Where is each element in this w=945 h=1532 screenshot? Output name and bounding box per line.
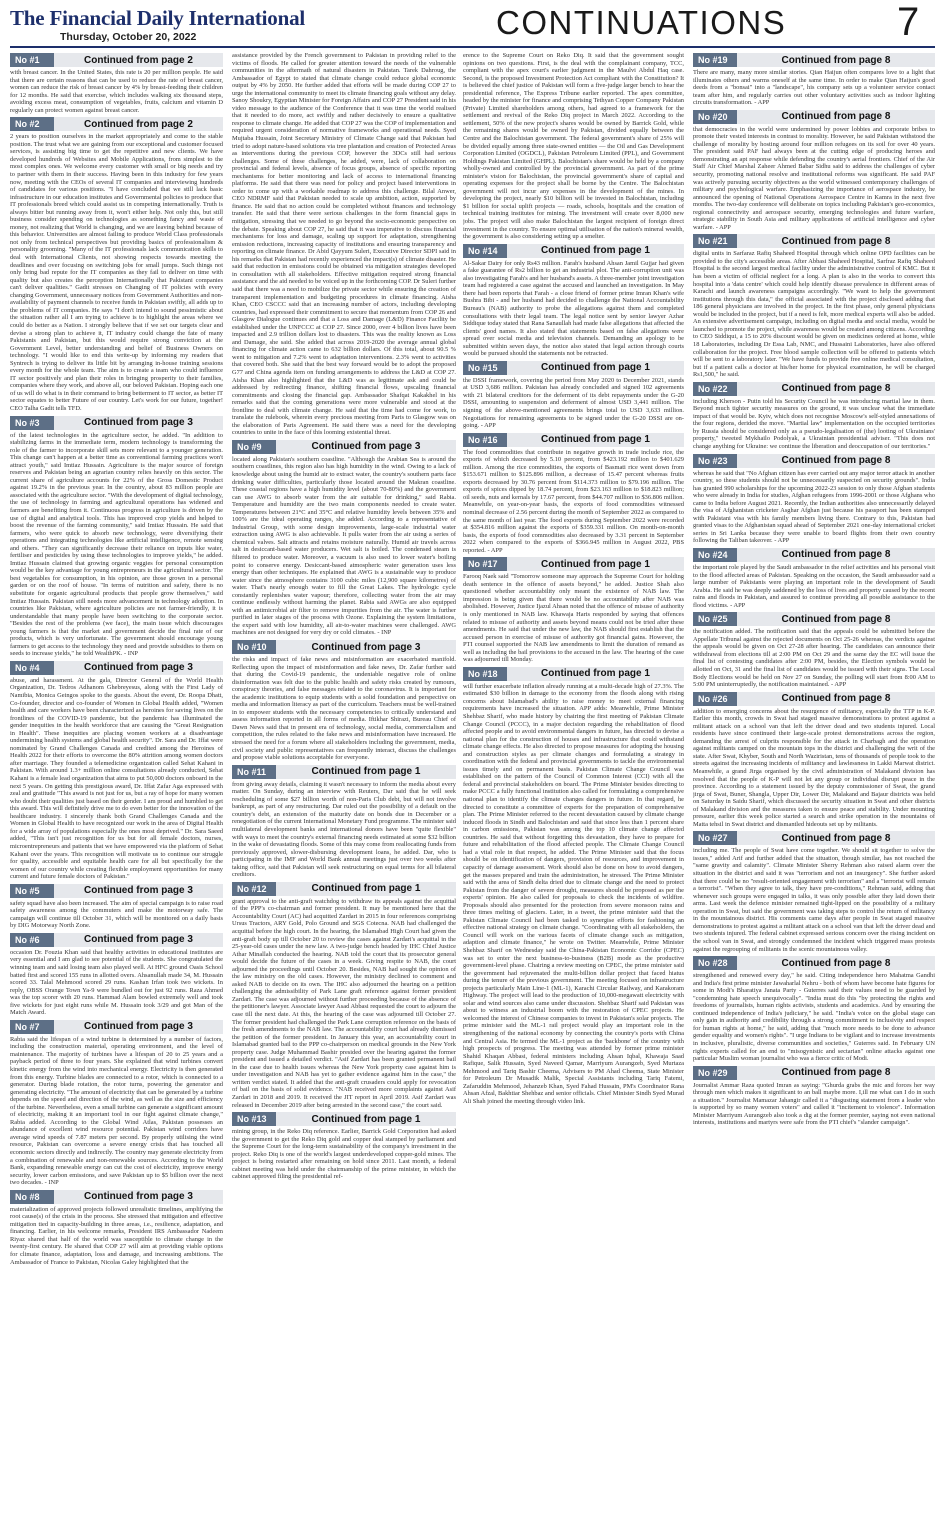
continued-from-label: Continued from page 8	[737, 956, 935, 970]
story-text: digital units in Sarfaraz Rafiq Shaheed Hospital through which online OPD facilities can be provided to the city's accessible areas. After Abbasi Shaheed Hospital, Sarfraz Rafiq Shaheed Hospital is the second largest medical facility under the administrative control of KMC. But it has been a victim of official neglect for a long. A plan is also in the works to convert this hospital into a 'data centre' which could help identify disease prevalence in different areas of Karachi and launch awareness campaigns accordingly. "We want to help the government institutions through this data," the official associated with the project disclosed adding that 186 general physicians are involved in the project. In the first phase, only general physicians would be included in the project, but if a need is felt, more medical experts will also be added. An extensive advertisement campaign, including on digital media and social media, would be launched to promote the project, while awareness would be created among citizens. According to CEO Siddiqui, a 15 to 20% discount would be given on medicines ordered at home, while 18 Laboratories, including Dr Essa Lab, NMC, and Hussaini Laboratories, have also offered collaboration for the project. Free blood sample collection will be offered to patients which will be sent to a laboratory later. "We have funds to provide free online medical consultation, but if a patient calls a doctor at his/her home for physical examination, he will be charged Rs1,500," he said.	[693, 250, 935, 379]
story-number: No #17	[463, 557, 507, 571]
story-header	[232, 1112, 456, 1126]
story-header	[10, 416, 223, 430]
story-header	[693, 53, 935, 67]
story-text: will further exacerbate inflation already running at a multi-decade high of 27.3%. The estimated $30 billion in damage to the economy from the floods along with rising concerns about Islamabad's ability to raise money to meet external financing requirements have increased the situation. APP adds: Meanwhile, Prime Minister Shehbaz Sharif, who made history by chairing the first meeting of Pakistan Climate Change Council (PCCC), in a major decision regarding the rehabilitation of flood affected people and to avoid environmental dangers in future, has directed to devise a national plan for the construction of houses and infrastructure that could withstand climate change effects. He also directed to propose measures for adopting the housing and construction styles as per climate changes and formulating a strategy in coordination with the federal and provincial governments to tackle the environmental issues timely and on permanent basis. Pakistan Climate Change Council was established on the pattern of the Council of Common Interest (CCI) with all the federal and provincial stakeholders on board. The Prime Minister besides directing to make PCCC a fully functional institution also called for formulating a comprehensive national plan to identify the climate changes dangers in future. In that regard, he directed to constitute a committee of experts for the preparation of comprehensive plan. The Prime Minister referred to the recent devastation caused by climate change induced floods in Sindh and Balochistan and said that since less than 1 percent share in carbon emissions, Pakistan was among the top 10 climate change affected countries. He said that without forgetting this devastation, they have to prepare for future and rehabilitation of the flood affected people. The Climate Change Council had a vital role in that respect, he added. The Prime Minister said that the focus should be on identification of dangers, provision of resources, and improvement in capacity of damage assessment. Work should also be done on how to avoid dangers, get the masses prepared and train the administration, he stressed. The Prime Minister said with the area of Sindh delta dried due to climate change and the need to protect Pakistan from the danger of severe drought, measures should be proposed as per the experts' opinion. He also called for proposals to check the incidents of wildfire. Proposals should also presented for the protection from severe monsoon rains and three times melting of glaciers. Later, in a tweet, the prime minister said that the Pakistan Climate Council had been tasked to synergise efforts for fashioning an effective national strategy on climate change. "Coordinating with all stakeholders, the Council will work on the various facets of climate change such as mitigation, adaption and climate finance," he wrote on Twitter. Meanwhile, Prime Minister Shehbaz Sharif on Wednesday said the China-Pakistan Economic Corridor (CPEC) was set to enter the next business-to-business (B2B) mode as the productive government-level phase. Chairing a review meeting on CPEC, the prime minister said the government had rejuvenated the multi-billion dollar project that faced hiatus during the tenure of the previous government. The meeting focused on infrastructure projects particularly Main Line-1 (ML-1), Karachi Circular Railway, and Karakoram Highway. The project will lead to the production of 10,000-megawatt electricity with solar and wind sources also came under discussion. Shehbaz Sharif said Pakistan was about to witness an industrial boom with the restoration of CPEC projects. He welcomed the interest of Chinese companies to invest in Pakistan's solar projects. The prime minister said the ML-1 rail project would play an important role in the strengthening of the national economy by connecting the country's ports with China and Central Asia. He termed the ML-1 project as the 'backbone' of the country with high prospects of progress. The meeting was attended by former prime minister Shahid Khaqan Abbasi, federal ministers including Ahsan Iqbal, Khawaja Saad Rafique, Salik Hussain, Syed Naveed Qamar, Marriyum Aurangzeb, Syed Murtaza Mehmood and Tariq Bashir Cheema, Advisers to PM Ahad Cheema, State Minister for Petroleum Dr Musadik Malik, Special Assistants including Tariq Fatemi, Zafaruddin Mehmood, Jehanzeb Khan, Syed Fahad Hussain, PM's Coordinator Rana Ahsan Afzal, Bakhtiar Shehbaz and senior officials. Chief Minister Sindh Syed Murad Ali Shah joined the meeting through video link.	[463, 682, 684, 1105]
continued-from-label: Continued from page 8	[737, 1066, 935, 1080]
column-1	[10, 52, 223, 1528]
story	[10, 117, 223, 412]
story	[10, 416, 223, 658]
story-number: No #13	[232, 1112, 276, 1126]
story-text: assistance provided by the French government to Pakistan in providing relief to the victims of floods. He called for greater attention toward the needs of the vulnerable communities in the aftermath of natural disasters in Pakistan. Tarek Dahroug, the Ambassador of Egypt to stated that climate change could reduce global economic output by 4% by 2050. He further added that efforts will be made during COP 27 to urge the international community to meet its climate financing goals without any delay. Sanoy Shoukry, Egyptian Minister for Foreign Affairs and COP 27 President said in his video message to the audience of the Conference that it was time the world realised that it needed to do more, act swiftly and rather decisively to ensure a qualitative response to climate change. He added that COP 27 was the COP of implementation and required urgent consideration of normative frameworks and operational needs. Syed Mujtaba Hussain, Joint Secretary Ministry of Climate Change said that Pakistan had tried to adopt nature-based solutions via tree plantation and creation of Protected Areas as interventions during the previous COP, however the 3DCs still had serious challenges. Some of these challenges, he added, were, lack of collaboration on provincial and federal levels, absence of focus groups, absence of specific reporting mechanisms for better monitoring and lack of access to international financing platforms. He said that there was need for policy and project based interventions in order to come up with a workable roadmap to address this challenge. Bilal Anwer, CEO NDRMF said that Pakistan needed to scale up ambition, action, supported by finance. He said that no action could be completed without finances and technology transfer. He said that there were serious challenges in the form financial gaps in mitigation, stressing that we needed to go beyond the socio-economic perspective on the debate. Speaking about COP 27, he said that it was imperative to discuss financial mechanisms for loss and damage, scaling up support for adaptation, strengthening emission reductions, increasing capacity of institutions and ensuring transparency and reporting on climate finance. Dr Abid Qayyum Suleri, Executive Director SDPI said in his remarks that Pakistan had recently experienced the impact(s) of climate disaster. He said that reduction in emissions could be obtained via mitigation strategies developed in consultation with all stakeholders. Effective mitigation required strong financial assistance and the aid needed to be voiced up in the forthcoming COP. Dr Suleri further said that there was a need to mobilize the private sector while ensuring the creation of transparent implementation and budgeting procedures in climate financing. Aisha Khan, CEO CSCCC said that an increasing number of actors, including developing countries, had expressed their commitment to secure that momentum from COP 26 and Glasgow Dialogue continues and that a Loss and Damage (L&D) Finance Facility be established under the UNFCCC at COP 27. Since 2000, over 4 billion lives have been impacted and 2.9 trillion dollars lost to disasters. This was the reality known as Loss and Damage, she said. She added that across 2019-2020 the average annual global financing for climate action came to 632 billion dollars. Of this total, about 90.5 % went to mitigation and 7.2% went to adaptation interventions. 2.3% went to activities that covered both. She said that the best way forward would be to adopt the proposed G77 and China agenda item on funding arrangements to address the L&D at COP 27. Aisha Khan also highlighted that the L&D was as legitimate ask and could be addressed by redirecting finance, shifting financial flows, upscaling financial commitments and closing the financial gap. Ambassador Shafqat Kakakhel in his remarks said that the coming generations were more vulnerable and stood at the frontline to deal with climate change. He said that the time had come for work, to translate the rulebook, wherein every precious meeting from Paris to Glasgow was on the elaboration of Paris Agreement. He said there was a need for the developing countries to unite in the face of this looming existential threat.	[232, 52, 456, 437]
story-text: the risks and impact of fake news and misinformation are exacerbated manifold. Reflecting upon the impact of misinformation and fake news, Dr. Zafar further said that during the Covid-19 pandemic, the undeniable negative role of online disinformation was felt due to the public health and safety risks created by rumours, conspiracy theories, and false messages related to the coronavirus. It is important for the academic institutions to equip students with a solid foundation and perspective on media and information literacy as part of the curriculum. Teachers must be well-trained in to empower students with the necessary competencies to critically understand and assess information reported in all forms of media. Iftikhar Shirazi, Bureau Chief of Dawn News said that in present era of technology, social media, commercialism and competition, the rules related to the fake news and misinformation have increased. He stressed the need for a forum where all stakeholders including the government, media, civil society and public representatives can frequently interact, discuss the challenges and propose viable solutions acceptable for everyone.	[232, 656, 456, 762]
story-header	[10, 53, 223, 67]
story-header	[232, 640, 456, 654]
story-text: addition to emerging concerns about the resurgence of militancy, especially the TTP in K-P. Earlier this month, crowds in Swat had staged massive demonstrations to protest against a militant attack on a school van that left the driver dead and two students injured. Local residents have since continued their large-scale protest demonstrations across the region, demanding the arrest of culprits responsible for the attack in Charbagh and the operation against militants camped on the mountain tops in the district and challenging the writ of the state. After Swat, Khyber, South and North Waziristan, tens of thousands of people took to the streets against the increasing incidents of militancy and lawlessness in Lakki Marwat district. Meanwhile, a grand Jirga organised by the civil administration of Malakand division has resolved that the people of K-P will not let any group or individual disrupt peace in the province. According to a statement issued by the deputy commissioner of Swat, the grand jirga of Swat, Buner, Shangla, Upper Dir, Lower Dir, Malakand and Bajaur districts was held on Saturday in Saidu Sharif, which discussed the security situation in Swat and other districts of Malakand division and the measures taken to ensure peace and stability. Under mounting pressure, earlier this week police started a search and strike operation in the mountains of Matta tehsil in Swat district and dismantled hideouts set up by militants.	[693, 707, 935, 828]
continued-from-label: Continued from page 8	[737, 110, 935, 124]
story-text: There are many, many more similar stories. Qian Haijun often compares love to a light that illuminates others and warms oneself at the same time. In order to make Qian Haijun's good deeds from a "bonsai" into a "landscape", his company sets up a volunteer service contact team after him, and regularly carries out other voluntary activities such as indoor lighting circuits transformation. - APP	[693, 69, 935, 107]
story-header	[693, 110, 935, 124]
continued-from-label: Continued from page 1	[276, 882, 456, 896]
story-number: No #27	[693, 831, 737, 845]
story-header	[232, 882, 456, 896]
story	[693, 454, 935, 545]
continued-from-label: Continued from page 8	[737, 612, 935, 626]
story	[693, 110, 935, 232]
story-number: No #8	[10, 1190, 54, 1204]
story-text: whereas he said that "No Afghan citizen has ever carried out any major terror attack in another country, so these students should not be unnecessarily suspected on security grounds". India has granted 990 scholarships for the upcoming 2022-23 session to only those Afghan students who were already in India for studies, Afghan refugees from 1996-2001 or those Afghans who came to India before August 2021. Recently, the Indian authorities also unnecessarily delayed the visa of Afghanistan cricketer Asghar Afghan just because his passport has been stamped with Pakistani visa with his family members living there. Contrary to this, Pakistan had granted visas to the Afghanistan squad ahead of September 2021 one-day international cricket series in Sri Lanka because they were unable to board flights from their own country following the Taliban takeover. - APP	[693, 469, 935, 545]
story-number: No #18	[463, 667, 507, 681]
newspaper-brand: The Financial Daily International	[10, 6, 306, 30]
story-number: No #15	[463, 361, 507, 375]
story-header	[10, 933, 223, 947]
story-header	[463, 244, 684, 258]
story-number: No #16	[463, 433, 507, 447]
story	[232, 640, 456, 762]
continued-from-label: Continued from page 3	[54, 661, 223, 675]
continued-from-label: Continued from page 8	[737, 454, 935, 468]
story-number: No #23	[693, 454, 737, 468]
story-header	[693, 1066, 935, 1080]
story-text: located along Pakistan's southern coastline. "Although the Arabian Sea is around the southern coastlines, this region also has high humidity in the wind. Owing to a lack of knowledge about using the humid air to extract water, the country's southern parts face drinking water difficulties, particularly those located around the Makran coastline. These coastal regions have a high humidity level (about 70-80%) and the government can use AWG to absorb water from the air suitable for drinking," said Rabia. Temperature and humidity are the two main components needed to create water. Temperatures between 21°C and 35°C and relative humidity levels between 35% and 100% are the ideal operating ranges, she added. According to a representative of Industrial Group, with some design improvements, large-scale industrial water extraction using AWG is also achievable. It pulls water from the air using a series of chemical valves. Salt attracts and retains moisture naturally. Humid air travels across salt in desiccant-based water producers. Wet salt is boiled. The condensed steam is filtered to produce water. Moreover, a vacuum is also used to lower water's boiling point to conserve energy. Desiccant-based atmospheric water generation uses less energy than other techniques. He explained that AWG is a sustainable way to produce water since the atmosphere contains 3100 cubic miles (12,900 square kilometres) of water. That's nearly enough water to fill the Great Lakes. The hydrologic cycle constantly replenishes water vapour; therefore, collecting water from the air may continue endlessly without harming the planet. Rabia said AWGs are also equipped with an antimicrobial air filter to remove impurities from the air. The water is further purified in later stages of the process with Ozone. Explaining the system limitations, the expert said with low humidity, all air-to-water machines were challenged. AWG machines are not designed for very dry or cold climates. - INP	[232, 455, 456, 637]
continued-from-label: Continued from page 3	[276, 640, 456, 654]
story	[232, 52, 456, 437]
story-header	[463, 667, 684, 681]
story-header	[693, 234, 935, 248]
continued-from-label: Continued from page 3	[54, 884, 223, 898]
continued-from-label: Continued from page 1	[507, 667, 684, 681]
story-text: including Kherson - Putin told his Security Council he was introducing martial law in them. Beyond much tighter security measures on the ground, it was unclear what the immediate impact of that would be. Kyiv, which does not recognise Moscow's self-styled annexations of the four regions, derided the move. "Martial law" implementation on the occupied territories by Russia should be considered only as a pseudo-legalisation of (the) looting of Ukrainians' property," tweeted Mykhailo Podolyak, a Ukrainian presidential adviser. "This does not change anything for Ukraine: we continue the liberation and deoccupation of our territories."	[693, 397, 935, 450]
story-text: Rabia said the lifespan of a wind turbine is determined by a number of factors, including the construction material, operating environment, and the level of maintenance. The majority of turbines have a lifespan of 20 to 25 years and a payback period of three to four years. She explained that wind turbines convert kinetic energy from the wind into mechanical energy. Electricity is then generated from this energy. Turbine blades are connected to a rotor, which is connected to a generator. During blade rotation, the rotor turns, powering the generator and generating electricity. "The amount of electricity that can be generated by a turbine depends on the speed and direction of the wind, as well as the size and efficiency of the turbine. Nevertheless, even a small turbine can generate a significant amount of electricity, making it an important tool in our fight against climate change," Rabia added. According to the Global Wind Atlas, Pakistan possesses an abundance of excellent wind resource potential. Pakistan wind corridors have average wind speeds of 7.87 meters per second. By properly utilising the wind resource, Pakistan can overcome a severe energy crisis that has touched all economic sectors directly and indirectly. The country may generate electricity from a combination of renewable and non-renewable sources. According to the World Bank, expanding renewable energy can cut the cost of electricity, improve energy security, lower carbon emissions, and save Pakistan up to $5 billion over the next two decades. - INP	[10, 1035, 223, 1187]
continued-from-label: Continued from page 2	[54, 117, 223, 131]
continued-from-label: Continued from page 1	[507, 557, 684, 571]
continued-from-label: Continued from page 8	[737, 548, 935, 562]
story-text: with breast cancer. In the United States, this rate is 20 per million people. He said that there are certain reasons that can be used to reduce the rate of breast cancer, women can reduce the risk of breast cancer by 4% by breast-feeding their children for 12 months. He said that exercise, which includes walking six thousand steps, avoiding excess meat, consumption of vegetables, fruits, calcium and vitamin D regularly can protect women against breast cancer.	[10, 69, 223, 114]
story-header	[693, 612, 935, 626]
story-number: No #5	[10, 884, 54, 898]
story	[693, 234, 935, 378]
story-number: No #19	[693, 53, 737, 67]
story-header	[693, 831, 935, 845]
story-number: No #9	[232, 440, 276, 454]
story	[463, 667, 684, 1106]
story	[463, 244, 684, 358]
story	[693, 548, 935, 609]
continued-from-label: Continued from page 3	[54, 1020, 223, 1034]
continued-from-label: Continued from page 3	[276, 440, 456, 454]
continued-from-label: Continued from page 1	[276, 1112, 456, 1126]
masthead	[0, 0, 945, 46]
column-3	[463, 52, 684, 1528]
continued-from-label: Continued from page 1	[276, 765, 456, 779]
story-number: No #29	[693, 1066, 737, 1080]
story-header	[10, 117, 223, 131]
continued-from-label: Continued from page 1	[507, 361, 684, 375]
story-number: No #4	[10, 661, 54, 675]
story-text: occasion Dr. Fouzia Khan said that healthy activities in educational institutes are very essential and I am glad to see potential of the students. She congratulated the winning team and said losing team also played well. At HFC ground Oasis School batted first and scored 155 runs in allotted overs. Ahsanullah made 34, M. Hussain scored 33. Talal Mehmood scored 29 runs. Kashan Irfan took two wickets. In reply, OBSS Orange Town Ya-9 were bundled out for just 92 runs. Raza Ahmed was the top scorer with 20 runs. Hammad Alam bowled extremely well and took five wickets for just eight runs while M. Hussain took 3/29 and got Man of the Match Award.	[10, 948, 223, 1017]
continued-from-label: Continued from page 1	[507, 433, 684, 447]
story-number: No #7	[10, 1020, 54, 1034]
story-header	[463, 557, 684, 571]
continued-from-label: Continued from page 8	[737, 382, 935, 396]
story-text: the notification added. The notification said that the appeals could be submitted before the Appellate Tribunal against the rejected documents on Oct 25-26 whereas, the verdicts against the appeals would be given on Oct 27-28 after hearing. The candidates can announce their withdrawal from elections till at 2:00 PM on Oct 29 and the same day the EC will issue the final list of contesting candidates after 2:00 PM, besides, the Election symbols would be allotted on Oct, 31 and the final list of candidates would be issued with their signs. The Local Body Elections would be held on Nov 27 on Sunday, the polling will start from 8:00 AM to 5:00 PM uninterruptedly, the notification maintained. - APP	[693, 628, 935, 689]
issue-date: Thursday, October 20, 2022	[60, 31, 197, 43]
story-number: No #22	[693, 382, 737, 396]
continued-from-label: Continued from page 1	[507, 244, 684, 258]
continued-from-label: Continued from page 8	[737, 831, 935, 845]
masthead-rule	[10, 46, 935, 48]
story-text: from giving away details, claiming it wasn't necessary to inform the media about every matter. On Sunday, during an interview with Reuters, Dar said that he will seek rescheduling of some $27 billion worth of non-Paris Club debt, but will not involve bankrupt, as part of any restructuring. Dar ruled out the possibility of a default on the country's debt, an extension of the maturity date on bonds due in December or a renegotiation of the current International Monetary Fund programme. The minister said multilateral development banks and international donors have been "quite flexible" with ways to meet the country's external financing needs estimated at some $32 billion in the wake of devastating floods. Some of this may come from reallocating funds from previously approved, slower-disbursing development loans, he added. Dar, who is participating in the IMF and World Bank annual meetings just over two weeks after taking office, said that Pakistan will seek restructuring on equal terms for all bilateral creditors.	[232, 780, 456, 879]
story-text: including me. The people of Swat have come together. We should sit together to solve the issues," added Arif and further added that the situation, though similar, has not reached the "same gravity and calamity". Climate Minister Sherry Rehman also raised alarm over the situation in the district and said it was "terrorism and not an insurgency". She further asked that there could be no "result-oriented engagement with terrorism" and a "terrorist will remain a terrorist". "When they agree to talk, they have pre-conditions," Rehman said, adding that whenever such groups were engaged in talks, it was only possible after they laid down their arms. Last week the defence minister remained tight-lipped on the possibility of a military operation in Swat, but said the government was taking steps to control the return of militancy in the mountainous district. His comments came days after people in Swat staged massive demonstrations to protest against a militant attack on a school van that left the driver dead and two students injured. The federal cabinet expressed serious concern over the rising incident on the school van in Swat, and strongly condemned the incident which triggered mass protests against the regrouping of militants in the scenic mountainous valley.	[693, 847, 935, 953]
story	[10, 1190, 223, 1266]
story-text: the DSSI framework, covering the period from May 2020 to December 2021, stands at USD 3,686 million. Pakistan has already concluded and signed 102 agreements with 21 bilateral creditors for the deferment of its debt repayments under the G-20 DSSI, amounting to suspension and deferment of almost USD 3,441 million. The signing of the above-mentioned agreements brings total to USD 3,633 million. Negotiations for remaining agreements to be signed under the G-20 DSSI are on-going. - APP	[463, 376, 684, 430]
story	[10, 933, 223, 1017]
story-number: No #24	[693, 548, 737, 562]
story-header	[10, 1020, 223, 1034]
story-text: abuse, and harassment. At the gala, Director General of the World Health Organization, Dr. Tedros Adhanom Ghebreyesus, along with the First Lady of Namibia, Monica Geingos spoke to the guests. About the event, Dr. Roopa Dhatt, Co-founder, director and co-founder of Women in Global Health added, "Women health and care workers have been characterized as heroines for saving lives on the frontlines of the COVID-19 pandemic, but the pandemic has illuminated the gender inequities in the health workforce that are causing the "Great Resignation in Health". These inequities are placing women workers at a disadvantage undermining health systems and global health security". Dr. Sara and Dr. Iffat were nominated by Grand Challenges Canada and credited among the Heroines of Health 2022 for their efforts to overcome the 80% attrition among women doctors after marriage. They founded a telemedicine organization called Sehat Kahani in Pakistan. With around 1.3+ million online consultations already conducted, Sehat Kahani is a female lead organization that aims to put 50,000 doctors onboard in the next 5 years. On getting this prestigious award, Dr. Iffat Zafar Aga expressed with zeal and gratitude "This award is not just for us, but a ray of hope for many women who doubt their qualities just based on their gender. I am proud and humbled to get this award. This will definitely drive me to do even better for the innovation of the healthcare industry. I sincerely thank both Grand Challenges Canada and the Women in Global Health to have recognized our work in the area of Digital Health for a wide array of populations especially the ones most deprived." Dr. Sara Saeed added, "This isn't just recognition for us but for all female doctors, nurses, microentrepreneurs and patients that we have empowered via the platform of Sehat Kahani over the years. This recognition will motivate us to continue our struggle for quality, accessible and equitable health care for all but specifically for the women of our country while creating flexible employment opportunities for many current and future female doctors of Pakistan."	[10, 676, 223, 881]
story-text: materialization of approved projects followed unrealistic timelines, amplifying the root cause(s) of the crisis in the process. She stressed that mitigation and effective mitigation tied in capacity-building in three areas, i.e., resilience, adaptation, and financing. Earlier, in his welcome remarks, President IRS Ambassador Nadeem Riyaz shared that half of the world was susceptible to climate change in the twenty-first century. He shared that COP 27 will aim at providing viable options for climate finance, adaptation, loss and damage, and increasing ambitions. The Ambassador of France to Pakistan, Nicolas Galey highlighted that the	[10, 1205, 223, 1266]
story-text: The food commodities that contribute in negative growth in trade include rice, the exports of which decreased by 5.10 percent, from $423.192 million to $401.629 million. Among the rice commodities, the exports of Basmati rice went down from $153.671 million to $125.896 million, a decrease of 15.47 percent whereas fruits exports decreased by 30.76 percent from $114.373 million to $79.196 million. The exports of spices dipped by 18.74 percent, from $23.163 million to $18.823 million; oil seeds, nuts and kernals by 17.67 percent, from $44.707 million to $36.806 million. Meanwhile, on year-on-year basis, the exports of food commodities witnessed nominal decrease of 2.56 percent during the month of September 2022 as compared to the same month of last year. The food exports during September 2022 were recorded at $354.816 million against the exports of $359.331 million. On month-on-month basis, the exports of food commodities also decreased by 3.31 percent in September 2022 when compared to the exports of $366.945 million in August 2022, PBS reported. - APP	[463, 448, 684, 554]
story-text: that democracies in the world were undermined by power lobbies and corporate bribes to promote their vested interests in contrast to morality. However, he said Pakistan withstood the challenge of morality by hosting around four million refugees on its soil for over 40 years. The president said PAF had always been at the cutting edge of producing heroes and demonstrating an apt response while defending the country's aerial frontiers. Chief of the Air Staff Air Chief Marshal Zaheer Ahmed Babar Sidhu said to address the challenges of cyber security, promoting national resolve and institutional reforms was significant. He said PAF was actively pursuing security objectives as the world witnessed contemporary challenges of military and psychological warfare. Emphasizing the importance of aerospace industry, he announced the opening of National Operations Aerospace Centre in Kamra in the next five months. The two-day conference will deliberate on topics including Pakistan's geo-economics, regional connectivity and aerospace security, emerging technologies and future warfare, strategic stability in South Asia and military applications of artificial intelligence and cyber warfare. - APP	[693, 125, 935, 231]
story-number: No #14	[463, 244, 507, 258]
story-number: No #12	[232, 882, 276, 896]
story	[463, 433, 684, 555]
column-2	[232, 52, 456, 1528]
story-number: No #6	[10, 933, 54, 947]
continued-from-label: Continued from page 3	[54, 1190, 223, 1204]
story-text: erence to the Supreme Court on Reko Diq. It said that the government sought opinions on two questions. First, is the deal with the complainant company, TCC, compliant with the apex court's earlier judgment in the Maulvi Abdul Haq case. Second, is the proposed Investment Protection Act compliant with the Constitution? It is believed the chief justice of Pakistan will form a five-judge larger bench to hear the presidential reference, The Express Tribune earlier reported. The apex committee, headed by the minister for finance and comprising Tethyan Copper Company Pakistan (Private) Limited shareholders among others, had agreed to a framework for the settlement and revival of the Reko Diq project in March 2022. According to the settlement, 50% of the new project's shares would be owned by Barrick Gold, while the remaining shares would be owned by Pakistan, divided equally between the Centre and the Balochistan government. The federal government's share of 25% will be divided equally among three state-owned entities — the Oil and Gas Development Corporation Limited (OGDCL), Pakistan Petroleum Limited (PPL), and Government Holdings Pakistan Limited (GHPL). Balochistan's share would be held by a company wholly-owned and controlled by the provincial government. As part of the prime minister's vision for Balochistan, the provincial government's share of capital and operating expenses for the project shall be borne by the Centre. The Balochistan government will not incur any expenses in the development of the mines. In developing the project, nearly $10 billion will be invested in Balochistan, including $1 billion for social uplift projects — roads, schools, hospitals and the creation of technical training institutes for mining. The investment will create over 8,000 new jobs. The project will also make Balochistan the largest recipient of foreign direct investment in the country. To ensure optimal utilisation of the nation's mineral wealth, the government is also considering setting up a smelter.	[463, 52, 684, 241]
story-text: grant approval to the anti-graft watchdog to withdraw its appeals against the acquittal of the PPP's co-chairman and former president. It may be mentioned here that the Accountability Court (AC) had acquitted Zardari in 2015 in four references comprising Ursus Tractors, ARY Gold, Polo Ground and SGS Cotecna. NAB had challenged the acquittal before the high court. In the hearing, the Islamabad High Court had given the anti-graft body up till October 20 to review the cases against Zardari's acquittal in the 25-year-old cases under the new law. A two-judge bench headed by IHC Chief Justice Athar Minallah conducted the hearing. NAB told the court that its prosecutor general would decide the future of the cases in a week. Giving respite to NAB, the court adjourned the proceedings until October 20. Besides, NAB had sought the opinion of the law ministry on the old cases. However, the ministry declined to comment and asked NAB to decide on its own. The IHC also adjourned the hearing on a petition challenging the admissibility of Park Lane graft reference against former president Zardari. The case was adjourned without further proceeding because of the absence of the petitioner's lawyer. Associate lawyer Asad Abbasi requested the court to adjourn the case till the next date. At this, the hearing of the case was adjourned till October 27. The former president had challenged the Park Lane corruption reference on the basis of the fresh amendments to the NAB law. The accountability court had already dismissed the petition of the former president. In January this year, an accountability court in Islamabad granted bail to the PPP co-chairperson on medical grounds in the New York property case. Judge Muhammad Bashir presided over the hearing against the former president and issued a detailed verdict. "Asif Zardari has been granted permanent bail in the case due to health issues whereas the New York property case against him is under investigation and NAB has yet to gather evidence against him in the case," the written verdict stated. It added that the anti-graft crusaders could apply for revocation of bail on the basis of solid evidence. "NAB received more complaints against Asif Zardari in 2018 and 2019. It received the JIT report in April 2019. Asif Zardari was released in December 2019 after being arrested in the second case," the court said.	[232, 897, 456, 1109]
story	[232, 440, 456, 637]
page-number: 7	[897, 0, 920, 44]
continued-from-label: Continued from page 8	[737, 692, 935, 706]
story-text: Al-Sakar Dairy for only Rs43 million. Farah's husband Ahsan Jamil Gujjar had given a fake guarantee of Rs2 billion to get an industrial plot. The anti-corruption unit was also investigating Farah's and her husband's assets. A three-member joint investigation team had registered a case against the accused and launched an investigation. In May there had been reports that Farah - a close friend of former prime Imran Khan's wife Bushra Bibi - and her husband had decided to challenge the National Accountability Bureau's (NAB) authority to probe the allegations against them and completed consultations with their legal team. The legal notice sent by senior lawyer Azhar Siddique today stated that Rana Sanaullah had made false allegations that affected the clients' good names. It also stated that statements based on false allegations were spread over social media and television channels. Demanding an apology to be submitted within seven days, the notice also stated that legal action through courts would be pursued should the statements not be retracted.	[463, 259, 684, 358]
story	[10, 884, 223, 930]
story-text: 2 years to position ourselves in the market appropriately and come to the stable position. The trust what we are gaining from our exceptional and customer focused services, is assisting big time to get the repetitive and new clients. We have developed hundreds of Websites and Mobile Applications, from simplest to the most complex ones. We welcome every customer with small or big needs and try to partner with them in their success. Having been in this industry for few years now, meeting with the CEOs of several IT companies and interviewing hundreds of candidates for various positions. "I have concluded that we still lack basic infrastructure in our education institutes and Governmental policies to produce that IT professionals breed which could assist us in competing internationally. Truth is always bitter but running away from it, won't either help. Not only this, but still business consider spending on technologies as something fancy and waste of money, not realizing that World is changing, and we are leaving behind because of this behavior. Universities are almost failing to produce World Class professionals not only from technical perspectives but providing basics of professionalism & personality grooming. "Many of the IT professionals lack communication skills to deal with International Clients, not showing respects towards meeting the deadlines and over focusing on switching jobs for small jumps. Such things not only bring bad repute for the IT companies as they fail to deliver on time with quality but also creates the perception Internationally that Pakistani companies can't deliver qualities." Gadit stresses on Changing of IT policies with every changing Government, unnecessary notices from Government Authorities and non-availability of payment channels to receive funds in Pakistan swiftly, all adds up to the problems of IT companies. He says "I don't intend to sound pessimistic about the situation rather all I am trying to achieve is to highlight the areas where we could do better as a Nation. I strongly believe that if we set our targets clear and devise a strong plan to achieve it, IT industry could change the fate of many Pakistanis and Pakistan, but this would require strong conviction at the Government Level, better understanding and belief of Business Owners on technology. "I would like to end this write-up by informing my readers that Syntrech is trying to deliver its little bit by arranging in-house training sessions every month for the whole team. The aim is to create a team who could influence IT sector positively and plan their roles in bringing prosperity to their families, companies where they work, and above all, our beloved Pakistan. Hoping each one of us will do what is in their command to bring betterment to IT sector, as better IT sector equates to better Future of our country. Let's work for our future, together! CEO Talha Gadit tells TFD.	[10, 133, 223, 412]
story-text: safety squad have also been increased. The aim of special campaign is to raise road safety awareness among the commuters and make the motorway safe. The campaign will continue till October 31, which will be monitored on a daily basis by DIG Motorway North Zone.	[10, 899, 223, 930]
section-title: CONTINUATIONS	[496, 4, 787, 41]
story	[693, 1066, 935, 1127]
story-text: Farooq Naek said "Tomorrow someone may approach the Supreme Court for holding death sentence in the offence of assets beyond," he added. Justice Shah also questioned whether accountability only meant the existence of NAB law. The impression is being given that there would be no accountability after NAB was abolished. However, Justice Ijazul Ahsan noted that the offence of misuse of authority is only mentioned in NAB law. Khawaja Haris responded by saying that offences related to misuse of authority and assets beyond means could not be tried after these amendments. He said that under the new law, the NAB should first establish that the accused person in exercise of misuse of authority got financial gains. However, the PTI counsel supported the NAB law amendments to limit the duration of remand as well as including the bail provisions to the accused in the law. The hearing of the case was adjourned till Monday.	[463, 573, 684, 664]
story-text: mining group, in the Reko Diq reference. Earlier, Barrick Gold Corporation had asked the government to get the Reko Diq gold and copper deal stamped by parliament and the Supreme Court for the long-term sustainability of the company's investment in the project. Reko Diq is one of the world's largest underdeveloped copper-gold mines. The project is being restarted after remaining on hold since 2011. Last month, a federal cabinet meeting was held under the chairmanship of the prime minister, in which the cabinet approved filing the presidential ref-	[232, 1128, 456, 1181]
story-header	[10, 1190, 223, 1204]
story-number: No #25	[693, 612, 737, 626]
story	[693, 956, 935, 1063]
story	[693, 692, 935, 829]
story-header	[232, 440, 456, 454]
story-header	[693, 548, 935, 562]
story	[693, 612, 935, 688]
continued-from-label: Continued from page 2	[54, 53, 223, 67]
continued-from-label: Continued from page 8	[737, 234, 935, 248]
continued-from-label: Continued from page 8	[737, 53, 935, 67]
column-4	[693, 52, 935, 1528]
story	[232, 882, 456, 1109]
story	[463, 52, 684, 241]
story	[463, 557, 684, 664]
story-header	[10, 884, 223, 898]
story	[10, 1020, 223, 1187]
story-number: No #21	[693, 234, 737, 248]
story-text: strengthened and renewed every day," he said. Citing independence hero Mahatma Gandhi and India's first prime minister Jawaharlal Nehru - both of whom have become hate figures for some in Modi's Bharatiya Janata Party - Guterres said their values need to be guarded by "condemning hate speech unequivocally". "India must do this "by protecting the rights and freedoms of journalists, human rights activists, students and academics. And by ensuring the continued independence of India's judiciary," he said. "India's voice on the global stage can only gain in authority and credibility through a strong commitment to inclusivity and respect for human rights at home," he said, adding that "much more needs to be done to advance gender equality and women's rights". "I urge Indians to be vigilant and to increase investments in inclusive, pluralistic, diverse communities and societies," Guterres said. In February UN rights experts called for an end to "misogynistic and sectarian" online attacks against one particular Muslim woman journalist who was a fierce critic of Modi.	[693, 972, 935, 1063]
story-number: No #10	[232, 640, 276, 654]
story-number: No #28	[693, 956, 737, 970]
story-number: No #20	[693, 110, 737, 124]
story-header	[10, 661, 223, 675]
story-header	[693, 692, 935, 706]
story-number: No #2	[10, 117, 54, 131]
continued-from-label: Continued from page 3	[54, 416, 223, 430]
story-number: No #1	[10, 53, 54, 67]
story-header	[693, 454, 935, 468]
story	[693, 831, 935, 953]
story-number: No #3	[10, 416, 54, 430]
story	[232, 1112, 456, 1181]
story-header	[232, 765, 456, 779]
story-header	[463, 361, 684, 375]
story-number: No #26	[693, 692, 737, 706]
story	[10, 661, 223, 881]
story	[232, 765, 456, 879]
story-text: Journalist Ammar Raza quoted Imran as saying: "Ghurda grabs the mic and forces her way through men which makes it significant to an ball maybe more. I,ill me what can I do in such a situation." Journalist Mamazar Jahangir called it a "disgusting statement from a leader who is supported by so many women voters" and called it "incitement to violence". Information Minister Marriyum Aurangzeb also took a dig at the former premier, saying not even national interests, institutions and martyrs were safe from the PTI chief's "slander campaign".	[693, 1081, 935, 1127]
story	[463, 361, 684, 430]
story	[693, 382, 935, 451]
story-header	[693, 956, 935, 970]
story-text: of the latest technologies in the agriculture sector, he added. "In addition to stabilizing farms in the immediate term, modern technology is transforming the role of the farmer to incorporate skill sets more relevant to a younger generation. This change can't happen at a better time as conventional farming practices won't attract youth," said Imtiaz Hussain. Agriculture is the major source of foreign reserves and Pakistan being an agrarian country relies heavily on this sector. The current share of agriculture accounts for 22% of the Gross Domestic Product against 19.2% in the previous year. In the country, about 83 million people are associated with the agriculture sector. "With the development of digital technology, the use of technology in farming and agricultural operations has widened and farmers are benefiting from it. Continuous progress in agriculture is driven by the use of digital and analytical tools. This has improved crop yields and helped to boost the revenue of the farming community," said Imtiaz Hussain. He said that farmers, who were quick to absorb new technology, were diversifying their operations and integrating technologies like artificial intelligence, remote sensing and others. "They can significantly decrease their reliance on inputs like water, fertiliser and pesticides by using these technologies to improve yields," he added. Imtiaz Hussain claimed that growing organic veggies for personal consumption would be the key advantage for young entrepreneurs in the agricultural sector. The best vegetables for consumption, in his opinion, are those grown in a personal garden or on the roof of house. "In terms of nutrition and safety, there is no substitute for organic agricultural products that people grow themselves," said Imtiaz Hussain. Pakistan still needs more advancement in technology adoption. In countries like Pakistan, where agriculture policies are not farmer-friendly, it is understandable that many people have been switching to the corporate sector. "Besides the rest of the problems (we face), the main issue which discourages young farmers is that the market and government decide the final rate of our products, which is very unfortunate. The government should encourage young farmers to get access to the technology they need and provide subsidies to them on seeds to increase yields," he told WealthPK. - INP	[10, 431, 223, 658]
story	[693, 53, 935, 107]
story-number: No #11	[232, 765, 276, 779]
story-header	[693, 382, 935, 396]
continued-from-label: Continued from page 3	[54, 933, 223, 947]
story-header	[463, 433, 684, 447]
story-text: the important role played by the Saudi ambassador in the relief activities and his personal visit to the flood affected areas of Pakistan. Speaking on the occasion, the Saudi ambassador said a large number of Pakistanis were playing an important role in the development of Saudi Arabia. He said he was deeply saddened by the loss of lives and property caused by the recent rains and floods in Pakistan, and assured to continue providing all possible assistance to the flood victims. - APP	[693, 563, 935, 609]
story	[10, 53, 223, 114]
